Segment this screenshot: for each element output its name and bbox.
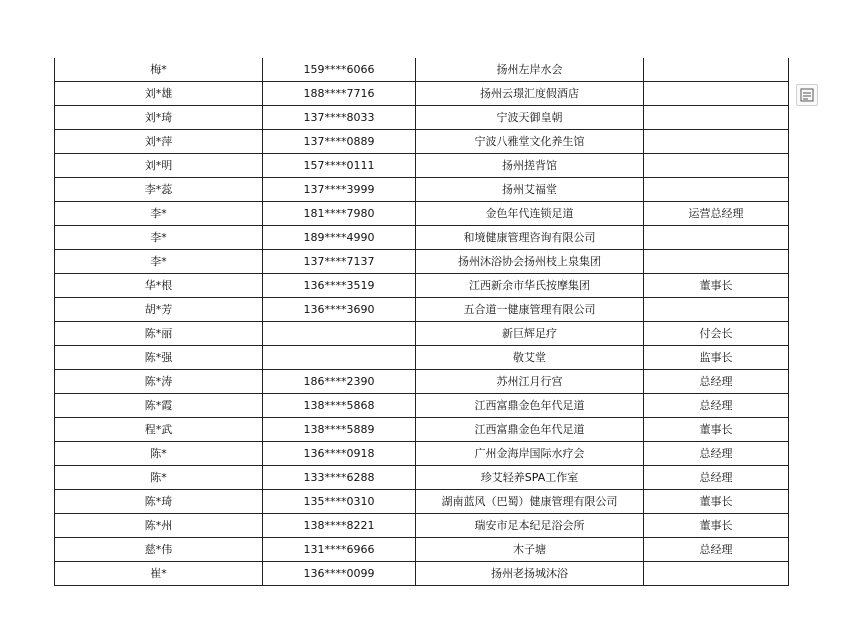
cell-phone: 136****0918 xyxy=(263,442,416,466)
cell-company: 湖南蓝风（巴蜀）健康管理有限公司 xyxy=(416,490,644,514)
table-row xyxy=(55,490,789,514)
cell-title: 董事长 xyxy=(644,490,789,514)
cell-company: 扬州艾福堂 xyxy=(416,178,644,202)
table-row xyxy=(55,82,789,106)
cell-phone: 189****4990 xyxy=(263,226,416,250)
cell-phone: 136****3690 xyxy=(263,298,416,322)
table-row xyxy=(55,298,789,322)
cell-phone: 136****0099 xyxy=(263,562,416,586)
cell-name: 李* xyxy=(55,202,263,226)
cell-phone: 135****0310 xyxy=(263,490,416,514)
cell-name: 陈*强 xyxy=(55,346,263,370)
table-row xyxy=(55,466,789,490)
cell-name: 胡*芳 xyxy=(55,298,263,322)
table-row xyxy=(55,538,789,562)
table-row xyxy=(55,562,789,586)
cell-title: 总经理 xyxy=(644,370,789,394)
cell-title xyxy=(644,178,789,202)
cell-company: 木子塘 xyxy=(416,538,644,562)
cell-company: 扬州云璟汇度假酒店 xyxy=(416,82,644,106)
cell-company: 和境健康管理咨询有限公司 xyxy=(416,226,644,250)
table-row xyxy=(55,394,789,418)
cell-phone: 138****5889 xyxy=(263,418,416,442)
cell-name: 陈* xyxy=(55,442,263,466)
cell-phone: 138****8221 xyxy=(263,514,416,538)
table-row xyxy=(55,250,789,274)
table-row xyxy=(55,514,789,538)
cell-phone: 186****2390 xyxy=(263,370,416,394)
cell-phone: 138****5868 xyxy=(263,394,416,418)
cell-name: 崔* xyxy=(55,562,263,586)
table-row xyxy=(55,130,789,154)
table-row xyxy=(55,178,789,202)
cell-phone: 137****7137 xyxy=(263,250,416,274)
cell-title xyxy=(644,562,789,586)
cell-title: 总经理 xyxy=(644,442,789,466)
cell-title xyxy=(644,226,789,250)
cell-title: 付会长 xyxy=(644,322,789,346)
cell-title: 总经理 xyxy=(644,394,789,418)
table-row xyxy=(55,418,789,442)
cell-name: 陈*涛 xyxy=(55,370,263,394)
cell-company: 江西富鼎金色年代足道 xyxy=(416,394,644,418)
cell-phone: 157****0111 xyxy=(263,154,416,178)
cell-name: 梅* xyxy=(55,58,263,82)
cell-title xyxy=(644,130,789,154)
cell-company: 扬州老扬城沐浴 xyxy=(416,562,644,586)
cell-title: 监事长 xyxy=(644,346,789,370)
cell-company: 敬艾堂 xyxy=(416,346,644,370)
cell-phone: 137****8033 xyxy=(263,106,416,130)
table-row xyxy=(55,154,789,178)
table-row xyxy=(55,442,789,466)
cell-name: 程*武 xyxy=(55,418,263,442)
member-table xyxy=(54,58,789,586)
cell-name: 陈*丽 xyxy=(55,322,263,346)
side-tool-button[interactable] xyxy=(796,84,818,106)
table-row xyxy=(55,322,789,346)
table-row xyxy=(55,202,789,226)
cell-company: 广州金海岸国际水疗会 xyxy=(416,442,644,466)
member-table-body xyxy=(55,58,789,586)
table-row xyxy=(55,226,789,250)
cell-title xyxy=(644,82,789,106)
cell-title xyxy=(644,106,789,130)
cell-phone: 133****6288 xyxy=(263,466,416,490)
cell-company: 新巨辉足疗 xyxy=(416,322,644,346)
cell-title: 总经理 xyxy=(644,466,789,490)
table-row xyxy=(55,106,789,130)
table-row xyxy=(55,370,789,394)
cell-name: 陈*霞 xyxy=(55,394,263,418)
cell-title: 董事长 xyxy=(644,514,789,538)
cell-company: 五合道一健康管理有限公司 xyxy=(416,298,644,322)
cell-company: 金色年代连锁足道 xyxy=(416,202,644,226)
cell-phone xyxy=(263,322,416,346)
cell-name: 刘*明 xyxy=(55,154,263,178)
cell-title xyxy=(644,250,789,274)
cell-title: 董事长 xyxy=(644,274,789,298)
cell-company: 宁波天御皇朝 xyxy=(416,106,644,130)
table-row xyxy=(55,346,789,370)
cell-title xyxy=(644,58,789,82)
cell-name: 刘*琦 xyxy=(55,106,263,130)
cell-company: 扬州搓背馆 xyxy=(416,154,644,178)
cell-phone: 159****6066 xyxy=(263,58,416,82)
cell-title: 运营总经理 xyxy=(644,202,789,226)
cell-phone: 137****3999 xyxy=(263,178,416,202)
cell-title xyxy=(644,154,789,178)
cell-phone: 188****7716 xyxy=(263,82,416,106)
cell-name: 陈*琦 xyxy=(55,490,263,514)
cell-phone: 131****6966 xyxy=(263,538,416,562)
cell-company: 江西富鼎金色年代足道 xyxy=(416,418,644,442)
cell-name: 李* xyxy=(55,250,263,274)
cell-phone: 181****7980 xyxy=(263,202,416,226)
cell-company: 珍艾轻养SPA工作室 xyxy=(416,466,644,490)
cell-name: 华*根 xyxy=(55,274,263,298)
cell-company: 宁波八雅堂文化养生馆 xyxy=(416,130,644,154)
cell-name: 刘*雄 xyxy=(55,82,263,106)
cell-company: 苏州江月行宫 xyxy=(416,370,644,394)
table-row xyxy=(55,58,789,82)
cell-name: 李*蕊 xyxy=(55,178,263,202)
cell-phone: 137****0889 xyxy=(263,130,416,154)
cell-title: 总经理 xyxy=(644,538,789,562)
cell-title: 董事长 xyxy=(644,418,789,442)
cell-company: 瑞安市足本纪足浴会所 xyxy=(416,514,644,538)
cell-phone xyxy=(263,346,416,370)
cell-company: 扬州沐浴协会扬州枝上泉集团 xyxy=(416,250,644,274)
cell-company: 江西新余市华氏按摩集团 xyxy=(416,274,644,298)
cell-name: 慈*伟 xyxy=(55,538,263,562)
screenshot-icon xyxy=(797,85,817,105)
cell-name: 陈*州 xyxy=(55,514,263,538)
cell-name: 李* xyxy=(55,226,263,250)
cell-name: 陈* xyxy=(55,466,263,490)
cell-title xyxy=(644,298,789,322)
cell-company: 扬州左岸水会 xyxy=(416,58,644,82)
cell-phone: 136****3519 xyxy=(263,274,416,298)
table-row xyxy=(55,274,789,298)
cell-name: 刘*萍 xyxy=(55,130,263,154)
